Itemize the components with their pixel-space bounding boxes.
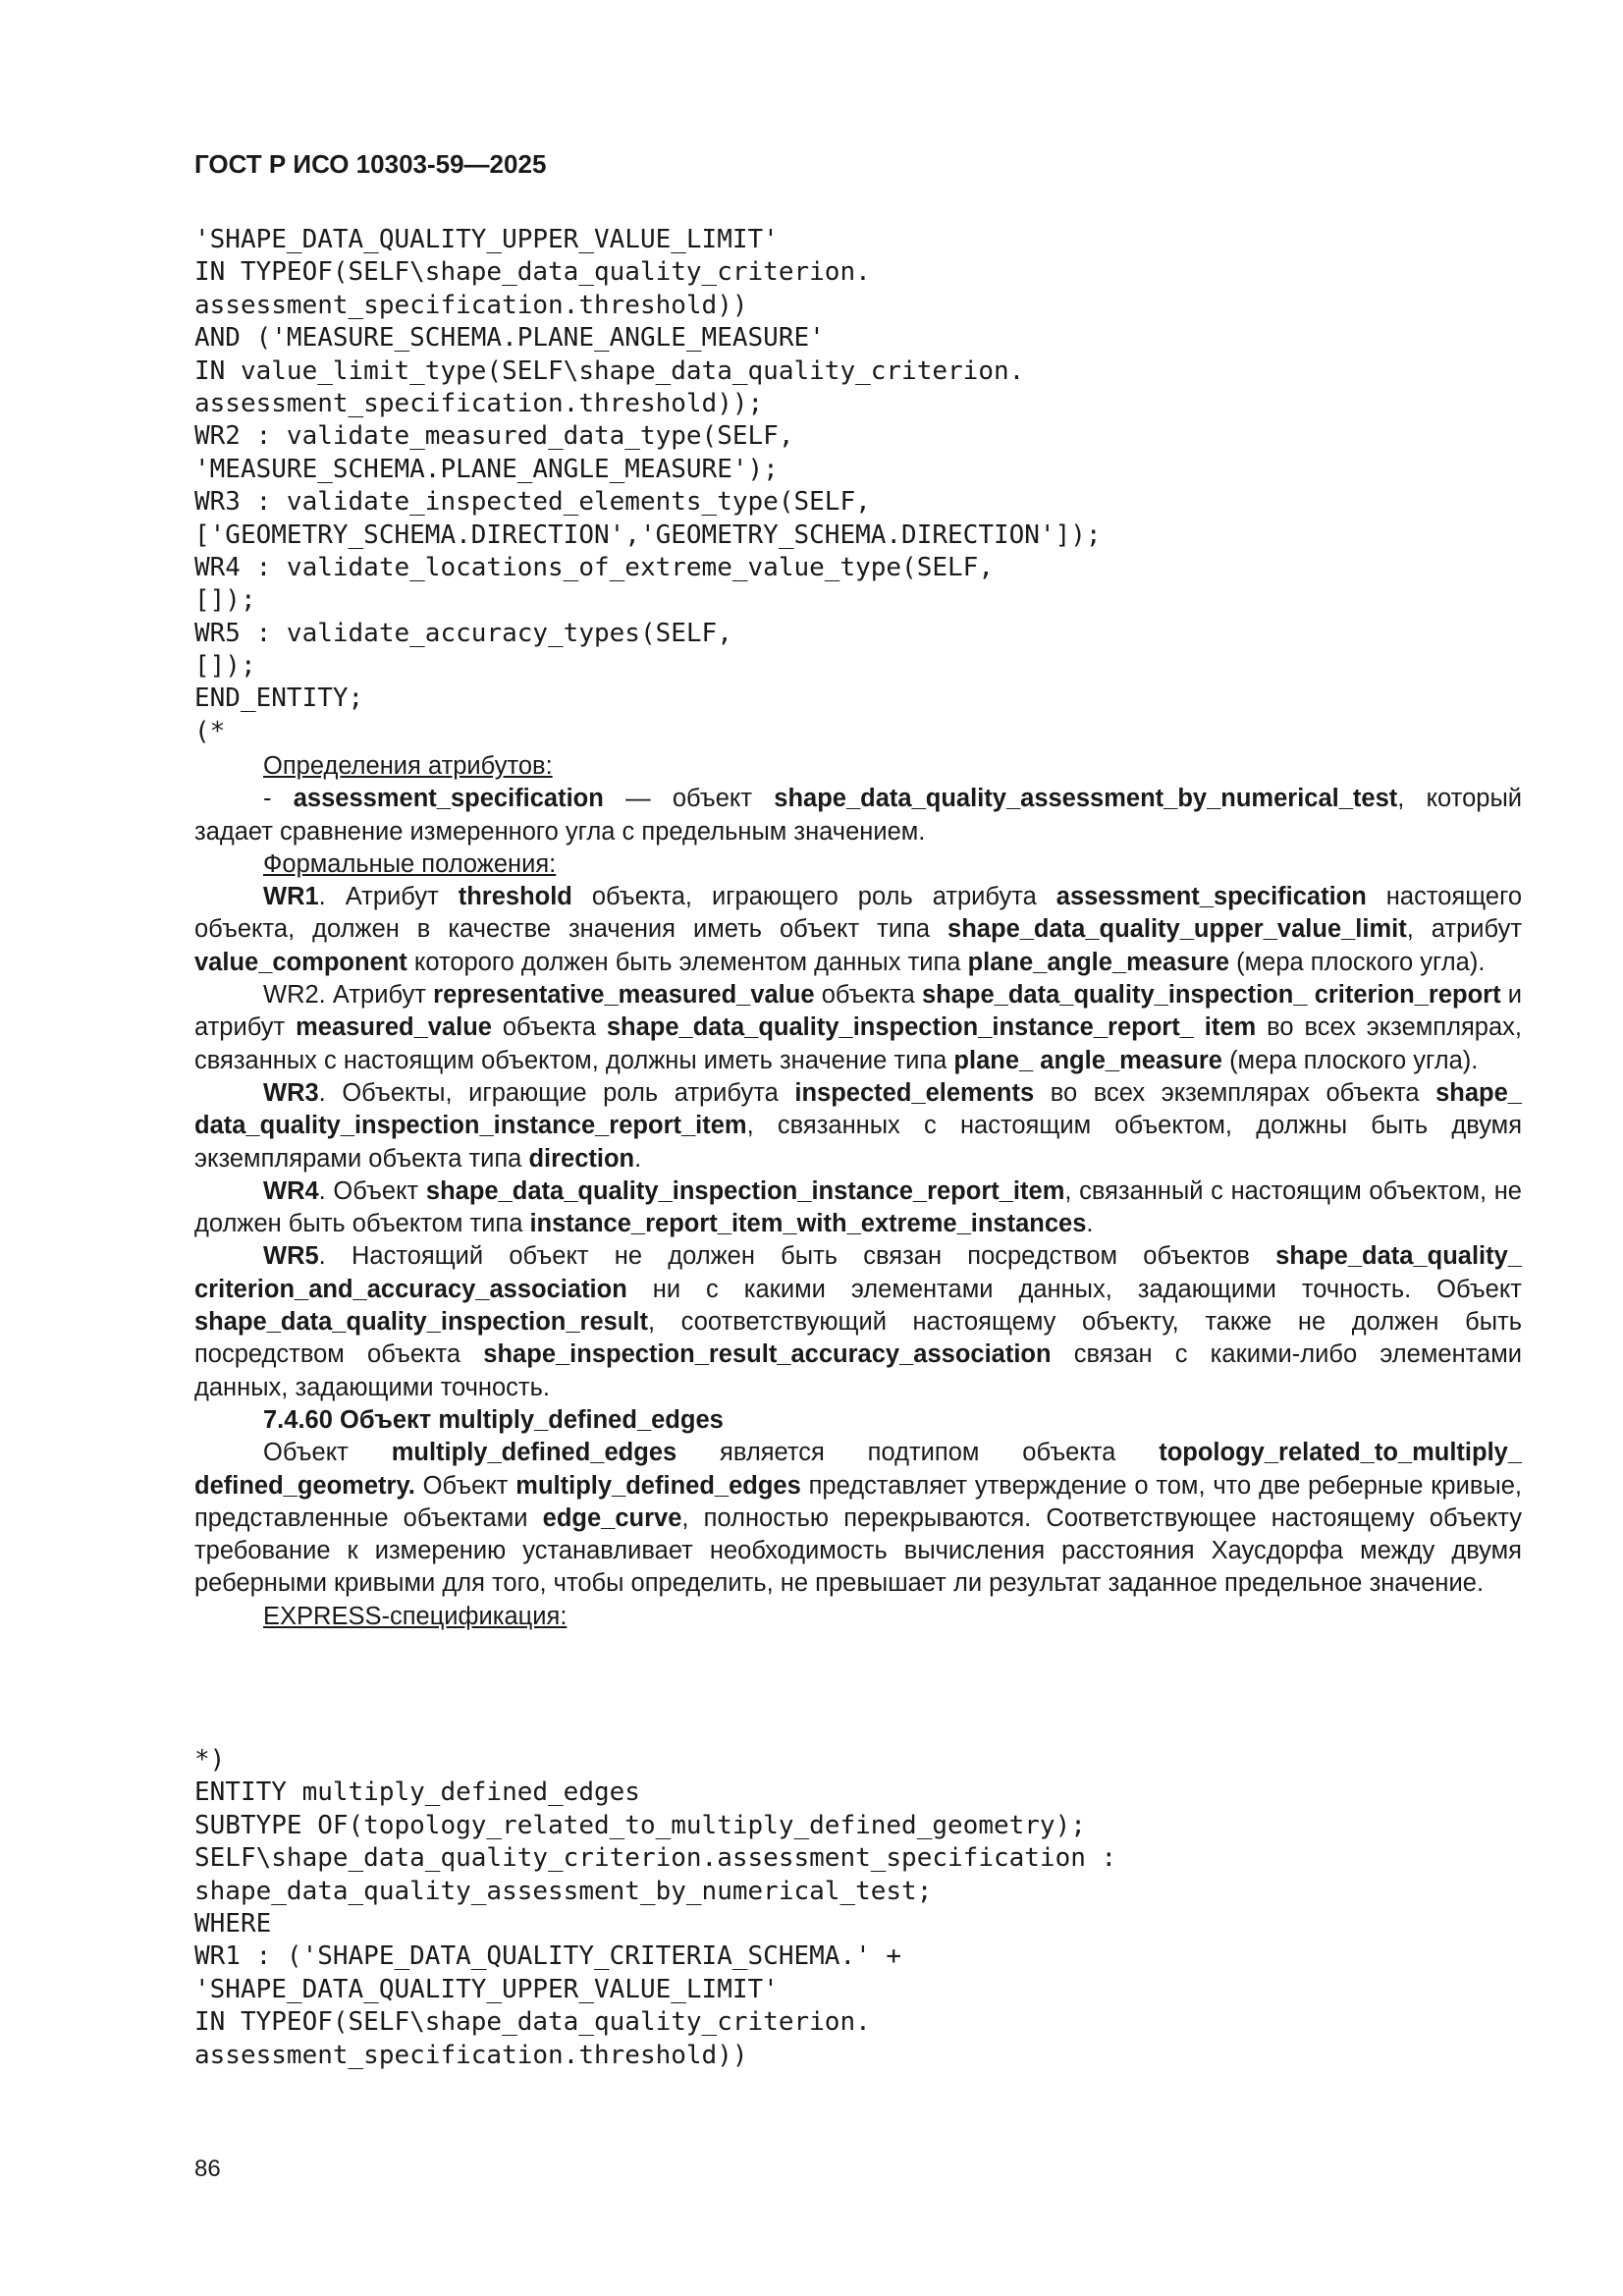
section-heading	[194, 1404, 1522, 1437]
code-line: ENTITY multiply_defined_edges	[194, 1777, 640, 1808]
code-line: 'SHAPE_DATA_QUALITY_UPPER_VALUE_LIMIT'	[194, 225, 779, 254]
term-bold: assessment_specification	[293, 785, 604, 813]
term-bold: shape_data_quality_ criterion_and_accuracy_association	[194, 1242, 1522, 1303]
code-line: SELF\shape_data_quality_criterion.assessment_specification :	[194, 1843, 1117, 1874]
page-number: 86	[194, 2156, 221, 2182]
text-run: .	[634, 1144, 642, 1173]
rule-label: WR4	[263, 1176, 319, 1205]
text-run: (мера плоского угла).	[1221, 1046, 1479, 1074]
code-line: assessment_specification.threshold))	[194, 290, 748, 320]
rule-label: WR1	[263, 883, 319, 911]
text-run: является подтипом объекта	[676, 1439, 1160, 1467]
code-line: WR1 : ('SHAPE_DATA_QUALITY_CRITERIA_SCHEMA.' +	[194, 1941, 902, 1972]
term-bold: topology_related_to_multiply_ defined_geometry.	[194, 1439, 1523, 1500]
term-bold: shape_data_quality_inspection_instance_report_ item	[606, 1013, 1257, 1042]
text-run: во всех экземплярах объекта	[1034, 1078, 1436, 1107]
text-run: Атрибут	[325, 981, 434, 1010]
code-line: *)	[194, 1745, 226, 1775]
attribute-definitions-heading-text: Определения атрибутов:	[263, 752, 553, 780]
term-bold: shape_inspection_result_accuracy_association	[483, 1340, 1052, 1369]
term-bold: shape_ data_quality_inspection_instance_report_item	[194, 1078, 1522, 1140]
term-bold: measured_value	[296, 1013, 492, 1042]
term-bold: shape_data_quality_inspection_result	[194, 1308, 648, 1337]
code-line: shape_data_quality_assessment_by_numerical_test;	[194, 1876, 933, 1906]
rule-label: WR5	[263, 1242, 319, 1271]
term-bold: value_component	[194, 948, 407, 976]
wr5-paragraph	[194, 1240, 1522, 1403]
text-run: Объект	[414, 1471, 516, 1500]
text-run: представляет утверждение о том, что две реберные кривые, представленные объектами	[194, 1471, 1523, 1532]
text-run: настоящего объекта, должен в качестве значения иметь объект типа	[194, 883, 1523, 944]
text-run: , полностью перекрываются. Соответствующее настоящему объекту требование к измерению устанавливает необходимость вычисления расстояния Хаусдорфа между двумя реберными кривыми для того, чтобы определить, не превышает ли результат заданное предельное значение.	[194, 1503, 1522, 1598]
text-run: . Настоящий объект не должен быть связан посредством объектов	[318, 1242, 1276, 1271]
section-body-paragraph	[194, 1437, 1522, 1600]
term-bold: assessment_specification	[1055, 883, 1367, 911]
term-bold: shape_data_quality_inspection_instance_report_item	[425, 1176, 1065, 1205]
text-run: , связанных с настоящим объектом, должны быть двумя экземплярами объекта типа	[194, 1112, 1522, 1173]
text-run: объекта, играющего роль атрибута	[571, 883, 1056, 911]
code-line: WR2 : validate_measured_data_type(SELF,	[194, 421, 794, 452]
code-line: SUBTYPE OF(topology_related_to_multiply_defined_geometry);	[194, 1810, 1086, 1840]
text-run: объекта	[491, 1013, 607, 1042]
text-run: . Атрибут	[318, 883, 459, 911]
code-line: ['GEOMETRY_SCHEMA.DIRECTION','GEOMETRY_SCHEMA.DIRECTION']);	[194, 519, 1102, 550]
text-run: Объект	[263, 1439, 392, 1467]
text-run: , соответствующий настоящему объекту, также не должен быть посредством объекта	[194, 1308, 1522, 1369]
express-spec-heading-text: EXPRESS-спецификация:	[263, 1602, 568, 1630]
text-run: , который задает сравнение измеренного угла с предельным значением.	[194, 785, 1523, 846]
wr3-paragraph	[194, 1077, 1522, 1175]
term-bold: shape_data_quality_inspection_ criterion_report	[921, 981, 1501, 1010]
express-code-block-2	[194, 1744, 1530, 2072]
wr1-paragraph	[194, 881, 1522, 979]
code-line: 'MEASURE_SCHEMA.PLANE_ANGLE_MEASURE');	[194, 454, 779, 484]
text-run: -	[263, 785, 294, 813]
code-line: AND ('MEASURE_SCHEMA.PLANE_ANGLE_MEASURE'	[194, 323, 825, 354]
term-bold: plane_angle_measure	[967, 948, 1230, 976]
attribute-definition-paragraph	[194, 783, 1522, 848]
text-run: .	[1086, 1210, 1094, 1238]
code-line: (*	[194, 716, 226, 746]
term-bold: edge_curve	[542, 1503, 682, 1532]
rule-label: WR2.	[263, 981, 326, 1010]
term-bold: representative_measured_value	[433, 981, 815, 1010]
code-line: WR4 : validate_locations_of_extreme_value_type(SELF,	[194, 552, 994, 582]
code-line: IN TYPEOF(SELF\shape_data_quality_criterion.	[194, 2007, 871, 2038]
term-bold: multiply_defined_edges	[515, 1471, 801, 1500]
code-line: assessment_specification.threshold));	[194, 388, 764, 418]
formal-propositions-heading	[194, 848, 1522, 881]
rule-label: WR3	[263, 1078, 319, 1107]
code-line: IN value_limit_type(SELF\shape_data_quality_criterion.	[194, 355, 1025, 386]
code-line: WR3 : validate_inspected_elements_type(SELF,	[194, 487, 871, 518]
code-line: WR5 : validate_accuracy_types(SELF,	[194, 618, 732, 648]
term-bold: inspected_elements	[794, 1078, 1035, 1107]
term-bold: direction	[528, 1144, 635, 1173]
text-run: , связанный с настоящим объектом, не должен быть объектом типа	[194, 1176, 1522, 1238]
express-spec-heading	[194, 1601, 1522, 1633]
term-bold: multiply_defined_edges	[391, 1439, 677, 1467]
attribute-definitions-heading	[194, 750, 1522, 783]
term-bold: shape_data_quality_assessment_by_numerical_test	[774, 785, 1398, 813]
term-bold: plane_ angle_measure	[953, 1046, 1222, 1074]
document-header: ГОСТ Р ИСО 10303-59—2025	[194, 149, 547, 179]
formal-propositions-heading-text: Формальные положения:	[263, 849, 557, 878]
express-code-block-1	[194, 224, 1530, 748]
code-line: WHERE	[194, 1908, 272, 1939]
prose-section	[194, 750, 1522, 1633]
term-bold: threshold	[458, 883, 572, 911]
text-run: , атрибут	[1406, 915, 1522, 944]
code-line: []);	[194, 651, 256, 682]
text-run: . Объекты, играющие роль атрибута	[318, 1078, 795, 1107]
code-line: IN TYPEOF(SELF\shape_data_quality_criterion.	[194, 257, 871, 288]
text-run: объекта	[814, 981, 922, 1010]
term-bold: shape_data_quality_upper_value_limit	[947, 915, 1407, 944]
text-run: . Объект	[318, 1176, 426, 1205]
term-bold: instance_report_item_with_extreme_instances	[529, 1210, 1087, 1238]
text-run: — объект	[603, 785, 775, 813]
text-run: которого должен быть элементом данных типа	[406, 948, 968, 976]
section-heading-text: 7.4.60 Объект multiply_defined_edges	[263, 1405, 724, 1434]
code-line: []);	[194, 585, 256, 616]
text-run: ни с какими элементами данных, задающими точность. Объект	[626, 1275, 1522, 1303]
text-run: связан с какими-либо элементами данных, задающими точность.	[194, 1340, 1523, 1401]
wr2-paragraph	[194, 979, 1522, 1077]
text-run: и атрибут	[194, 981, 1522, 1042]
code-line: END_ENTITY;	[194, 683, 364, 714]
code-line: 'SHAPE_DATA_QUALITY_UPPER_VALUE_LIMIT'	[194, 1974, 779, 2004]
code-line: assessment_specification.threshold))	[194, 2040, 748, 2070]
text-run: во всех экземплярах, связанных с настоящим объектом, должны иметь значение типа	[194, 1013, 1522, 1074]
wr4-paragraph	[194, 1175, 1522, 1241]
text-run: (мера плоского угла).	[1229, 948, 1486, 976]
